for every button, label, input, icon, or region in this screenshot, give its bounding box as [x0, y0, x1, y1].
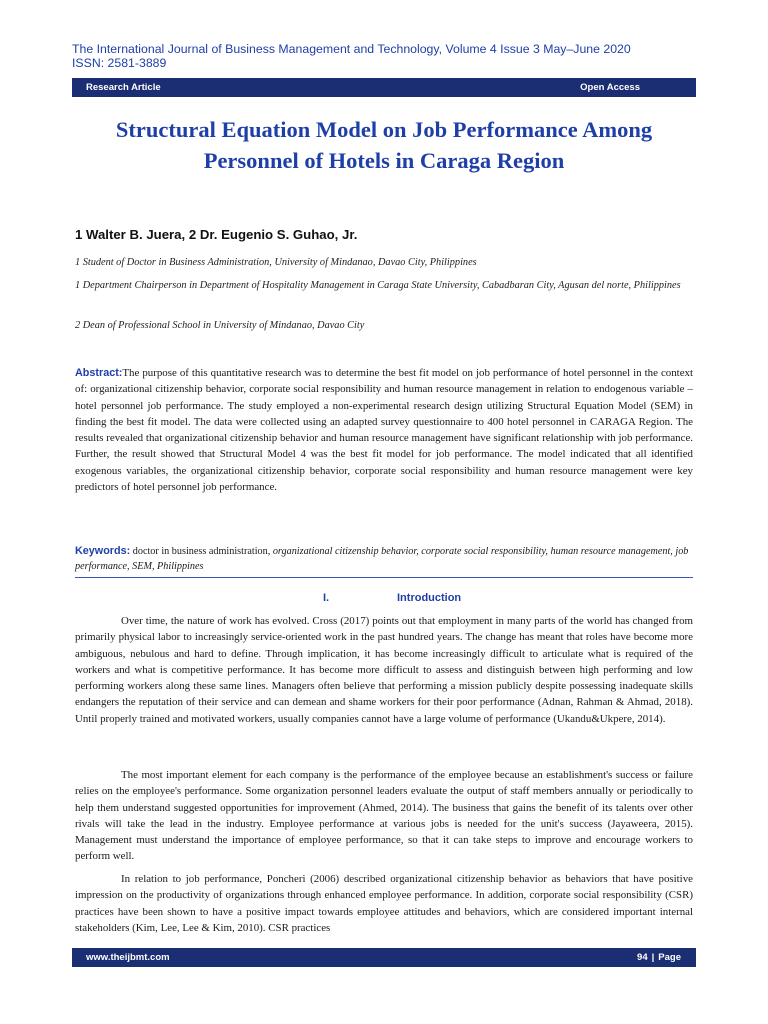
page-separator: |: [651, 952, 655, 963]
affiliation-3: 2 Dean of Professional School in University of Mindanao, Davao City: [75, 320, 365, 331]
body-paragraph-1: Over time, the nature of work has evolved. Cross (2017) points out that employment in many parts of the world has changed from primarily physical labor to increasingly service-oriented work in the past hundred years. The change has meant that roles have become more ambiguous, nebulous and hard to define. Through implication, it has become increasingly difficult to articulate what is required of the workers and what is competitive performance. It has become more difficult to assess and distinguish between high performing and low performing workers along these same lines. Managers often believe that performing a mission publicly despite possessing inadequate skills endangers the reputation of their service and can demean and shame workers for their poor performance (Adnan, Rahman & Ahmad, 2018). Until properly trained and motivated workers, usually companies cannot have a large volume of performance (Ukandu&Ukpere, 2014).: [75, 615, 693, 725]
keywords-italic: organizational citizenship behavior, corporate social responsibility, human resource management, job performance, SEM, Philippines: [75, 546, 689, 572]
page-footer-bar: [72, 948, 696, 967]
keywords: [75, 544, 693, 574]
abstract: [75, 365, 693, 495]
access-label: Open Access: [580, 82, 640, 93]
body-paragraph-3: In relation to job performance, Poncheri (2006) described organizational citizenship behavior as behaviors that have positive impression on the productivity of organizations through enhanced employee performance. In addition, corporate social responsibility (CSR) practices have been shown to have a positive impact towards employee attitudes and behaviors, which are considered important internal stakeholders (Kim, Lee, Lee & Kim, 2010). CSR practices: [75, 873, 693, 934]
abstract-text: The purpose of this quantitative research was to determine the best fit model on job performance of hotel personnel in the context of: organizational citizenship behavior, corporate social responsibility and human resource management in relation to endogenous variable –hotel personnel job performance. The study employed a non-experimental research design utilizing Structural Equation Model (SEM) in finding the best fit model. The data were collected using an adapted survey questionnaire to 400 hotel personnel in CARAGA Region. The results revealed that organizational citizenship behavior and human resource management have significant relationship with job performance. Further, the result showed that Structural Model 4 was the best fit model for job performance. The model indicated that all identified exogenous variables, the organizational citizenship behavior, corporate social responsibility and human resource management were key predictors of hotel personnel job performance.: [75, 367, 693, 494]
page-number: 94: [637, 952, 648, 963]
section-number: I.: [323, 592, 330, 604]
author-list: 1 Walter B. Juera, 2 Dr. Eugenio S. Guhao, Jr.: [75, 227, 358, 242]
journal-website-link[interactable]: www.theijbmt.com: [86, 952, 170, 963]
article-type-bar: [72, 78, 696, 97]
article-type-label: Research Article: [86, 82, 161, 93]
keywords-plain: doctor in business administration,: [130, 546, 273, 557]
page-indicator: [637, 952, 681, 963]
body-paragraph-2: The most important element for each company is the performance of the employee because an establishment's success or failure relies on the employee's performance. Some organization personnel leaders evaluate the output of staff members annually or periodically to help them understand suggested opportunities for improvement (Ahmed, 2014). The business that gains the benefit of its talents over other rivals will take the lead in the industry. Employee performance at various jobs is needed for the unit's success (Jayaweera, 2015). Management must understand the importance of employee performance, so that it can take steps to improve and encourage workers to perform well.: [75, 769, 693, 863]
abstract-label: Abstract:: [75, 367, 123, 379]
page-label: Page: [658, 952, 681, 963]
paper-title: Structural Equation Model on Job Performance Among Personnel of Hotels in Caraga Region: [115, 117, 653, 173]
affiliation-1: 1 Student of Doctor in Business Administration, University of Mindanao, Davao City, Philippines: [75, 257, 477, 268]
section-title: Introduction: [397, 592, 462, 604]
journal-citation: The International Journal of Business Management and Technology, Volume 4 Issue 3 May–June 2020: [72, 42, 631, 56]
section-divider: [75, 577, 693, 578]
journal-issn: ISSN: 2581-3889: [72, 56, 167, 70]
journal-header: [72, 42, 692, 70]
keywords-label: Keywords:: [75, 545, 131, 557]
affiliation-2: 1 Department Chairperson in Department of Hospitality Management in Caraga State University, Cabadbaran City, Agusan del norte, Philippines: [75, 280, 681, 291]
